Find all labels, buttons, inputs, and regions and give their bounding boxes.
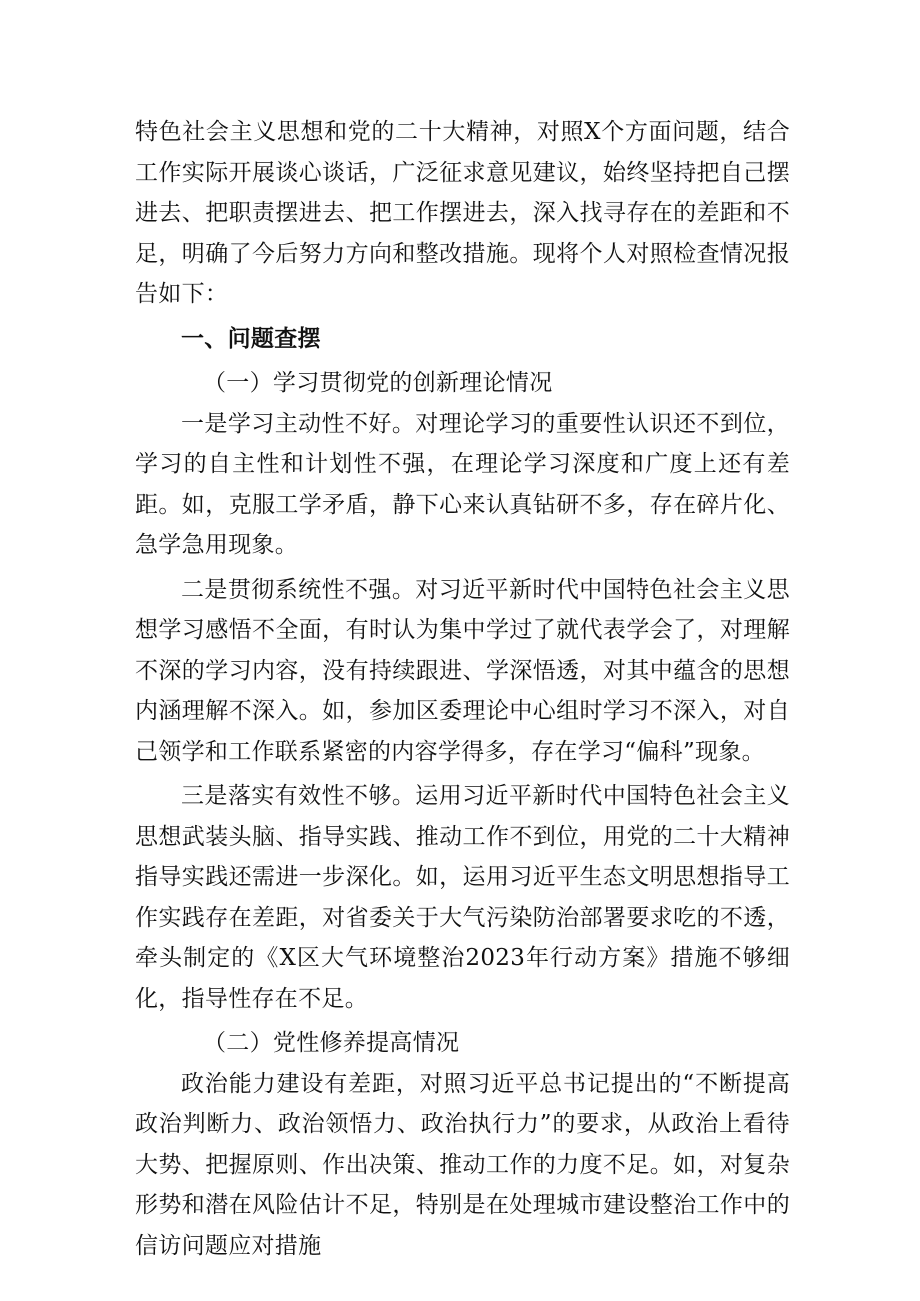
body-paragraph: 一是学习主动性不好。对理论学习的重要性认识还不到位，学习的自主性和计划性不强，在理论学习深度和广度上还有差距。如，克服工学矛盾，静下心来认真钻研不多，存在碎片化、急学急用现象。 <box>135 410 790 558</box>
body-paragraph: 政治能力建设有差距，对照习近平总书记提出的“不断提高政治判断力、政治领悟力、政治执行力”的要求，从政治上看待大势、把握原则、作出决策、推动工作的力度不足。如，对复杂形势和潜在风险估计不足，特别是在处理城市建设整治工作中的信访问题应对措施 <box>135 1070 790 1259</box>
body-paragraph: 三是落实有效性不够。运用习近平新时代中国特色社会主义思想武装头脑、指导实践、推动工作不到位，用党的二十大精神指导实践还需进一步深化。如，运用习近平生态文明思想指导工作实践存在差距，对省委关于大气污染防治部署要求吃的不透，牵头制定的《X区大气环境整治2023年行动方案》措施不够细化，指导性存在不足。 <box>135 783 790 1012</box>
intro-paragraph: 特色社会主义思想和党的二十大精神，对照X个方面问题，结合工作实际开展谈心谈话，广泛征求意见建议，始终坚持把自己摆进去、把职责摆进去、把工作摆进去，深入找寻存在的差距和不足，明确了今后努力方向和整改措施。现将个人对照检查情况报告如下： <box>135 119 790 307</box>
subsection-heading: （一）学习贯彻党的创新理论情况 <box>203 370 553 396</box>
body-paragraph: 二是贯彻系统性不强。对习近平新时代中国特色社会主义思想学习感悟不全面，有时认为集中学过了就代表学会了，对理解不深的学习内容，没有持续跟进、学深悟透，对其中蕴含的思想内涵理解不深入。如，参加区委理论中心组时学习不深入，对自己领学和工作联系紧密的内容学得多，存在学习“偏科”现象。 <box>135 576 790 765</box>
subsection-heading: （二）党性修养提高情况 <box>203 1030 460 1056</box>
section-heading: 一、问题查摆 <box>181 324 321 352</box>
document-body <box>135 112 790 1266</box>
